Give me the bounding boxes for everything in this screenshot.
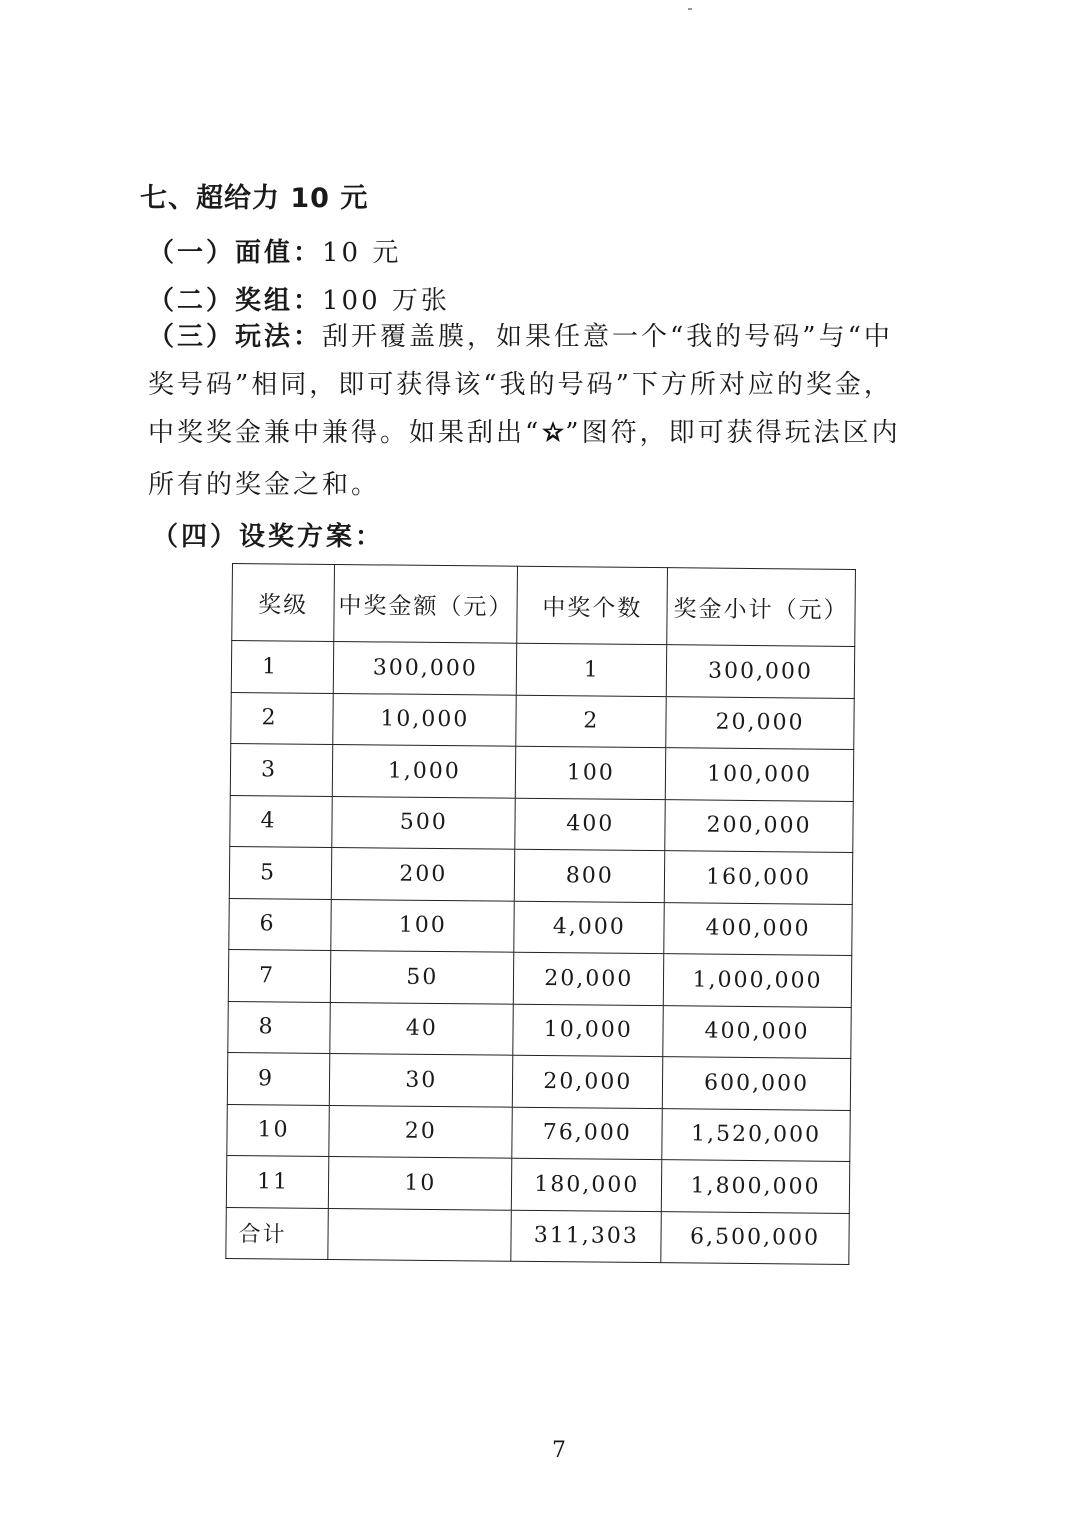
cell-level: 8 <box>228 1001 331 1053</box>
cell-count: 20,000 <box>513 1055 663 1108</box>
cell-amount: 100 <box>331 899 515 952</box>
group-value: 100 万张 <box>322 286 450 316</box>
face-value: 10 元 <box>322 238 402 268</box>
cell-count: 400 <box>515 798 665 851</box>
cell-amount: 20 <box>329 1105 513 1158</box>
table-row <box>229 846 852 903</box>
cell-subtotal: 1,000,000 <box>663 954 851 1007</box>
play-text-2: 奖号码”相同，即可获得该“我的号码”下方所对应的奖金， <box>148 370 893 400</box>
cell-amount: 1,000 <box>332 744 516 797</box>
cell-count: 10,000 <box>513 1004 663 1057</box>
section-title: 七、超给力 10 元 <box>140 183 369 214</box>
cell-subtotal: 160,000 <box>664 851 852 904</box>
play-line-3 <box>148 412 901 449</box>
table-header-row <box>232 564 856 647</box>
table-total-row <box>226 1207 849 1264</box>
cell-count: 1 <box>517 643 667 696</box>
play-text-1: 刮开覆盖膜，如果任意一个“我的号码”与“中 <box>322 322 893 352</box>
group-line <box>148 280 450 317</box>
cell-count: 20,000 <box>514 952 664 1005</box>
header-subtotal: 奖金小计（元） <box>667 568 856 647</box>
cell-subtotal: 1,800,000 <box>661 1160 849 1213</box>
group-label: （二）奖组： <box>148 286 323 316</box>
total-count: 311,303 <box>511 1210 661 1263</box>
table-row <box>227 1104 850 1161</box>
cell-amount: 10 <box>328 1156 512 1209</box>
cell-level: 11 <box>226 1155 329 1207</box>
table-row <box>230 795 853 852</box>
cell-amount: 500 <box>332 796 516 849</box>
total-label: 合计 <box>226 1207 329 1259</box>
cell-subtotal: 100,000 <box>665 748 853 801</box>
cell-level: 10 <box>227 1104 330 1156</box>
total-amount <box>328 1208 512 1261</box>
cell-amount: 50 <box>330 950 514 1003</box>
cell-count: 76,000 <box>512 1107 662 1160</box>
play-text-3b: ”图符，即可获得玩法区内 <box>565 418 901 448</box>
header-amount: 中奖金额（元） <box>334 564 518 643</box>
table-row <box>228 949 851 1006</box>
table-row <box>226 1155 849 1212</box>
cell-level: 4 <box>230 795 333 847</box>
cell-subtotal: 1,520,000 <box>662 1108 850 1161</box>
cell-amount: 10,000 <box>333 693 517 746</box>
table-row <box>227 1052 850 1109</box>
header-level: 奖级 <box>232 564 335 642</box>
cell-amount: 30 <box>329 1053 513 1106</box>
play-text-3a: 中奖奖金兼中兼得。如果刮出“ <box>148 418 542 448</box>
cell-level: 1 <box>231 641 334 693</box>
scheme-line <box>152 516 384 553</box>
table-row <box>228 1001 851 1058</box>
cell-level: 5 <box>229 846 332 898</box>
table-row <box>229 898 852 955</box>
prize-table <box>225 563 856 1265</box>
table-row <box>231 641 854 698</box>
cell-subtotal: 20,000 <box>666 696 854 749</box>
cell-level: 3 <box>230 743 333 795</box>
scheme-label: （四）设奖方案： <box>152 522 385 552</box>
table-row <box>230 743 853 800</box>
cell-count: 800 <box>515 849 665 902</box>
cell-level: 2 <box>231 692 334 744</box>
cell-count: 100 <box>516 746 666 799</box>
cell-subtotal: 400,000 <box>664 902 852 955</box>
face-value-label: （一）面值： <box>148 238 323 268</box>
cell-amount: 300,000 <box>333 641 517 694</box>
cell-subtotal: 400,000 <box>663 1005 851 1058</box>
star-icon <box>541 420 565 444</box>
play-line-4 <box>148 464 380 501</box>
cell-count: 4,000 <box>514 901 664 954</box>
total-subtotal: 6,500,000 <box>661 1211 849 1264</box>
play-line-2 <box>148 364 893 401</box>
table-row <box>231 692 854 749</box>
cell-subtotal: 600,000 <box>662 1057 850 1110</box>
cell-amount: 40 <box>330 1002 514 1055</box>
cell-level: 6 <box>229 898 332 950</box>
play-label: （三）玩法： <box>148 322 323 352</box>
face-value-line <box>148 232 401 269</box>
page-number: 7 <box>552 1438 566 1463</box>
play-text-4: 所有的奖金之和。 <box>148 470 381 500</box>
cell-subtotal: 200,000 <box>665 799 853 852</box>
cell-amount: 200 <box>331 847 515 900</box>
play-line-1 <box>148 316 893 353</box>
header-count: 中奖个数 <box>517 566 667 644</box>
cell-count: 180,000 <box>512 1158 662 1211</box>
cell-count: 2 <box>516 695 666 748</box>
cell-subtotal: 300,000 <box>666 645 854 698</box>
cell-level: 7 <box>228 949 331 1001</box>
scan-speck <box>688 8 692 10</box>
cell-level: 9 <box>227 1052 330 1104</box>
